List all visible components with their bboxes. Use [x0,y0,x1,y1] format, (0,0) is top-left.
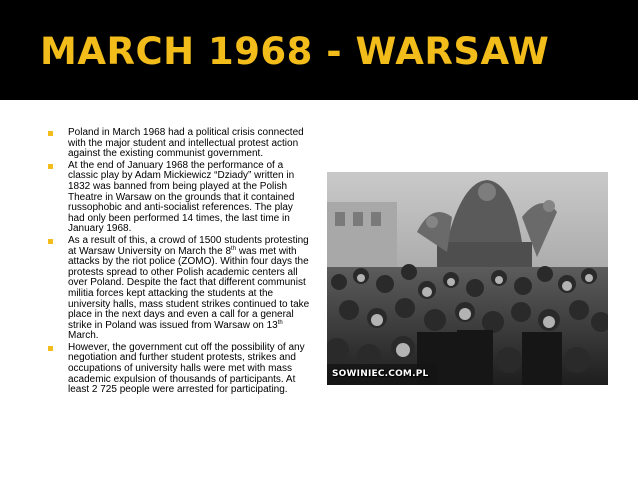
bullet-marker-icon [48,164,53,169]
superscript: th [231,245,237,252]
bullet-item [48,161,310,235]
bullet-marker-icon [48,239,53,244]
protest-photo-image [327,172,608,385]
photo-watermark: SOWINIEC.COM.PL [332,369,429,379]
bullet-list [48,128,310,396]
bullet-text: However, the government cut off the possibility of any negotiation and further student protests, strikes and occupations of university halls were met with mass academic expulsion of thousands of participants. At least 2 725 people were arrested for participating. [68,341,305,396]
bullet-text: Poland in March 1968 had a political crisis connected with the major student and intellectual protest action against the existing communist government. [68,127,304,160]
bullet-marker-icon [48,131,53,136]
protest-photo [327,172,608,385]
superscript: th [277,319,283,326]
bullet-item [48,128,310,160]
bullet-text: March. [68,330,99,342]
bullet-marker-icon [48,346,53,351]
bullet-text: At the end of January 1968 the performance of a classic play by Adam Mickiewicz “Dziady” written in 1832 was banned from being played at the Polish Theatre in Warsaw on the grounds that it contained russophobic and anti-socialist references. The play had only been performed 14 times, the last time in January 1968. [68,159,295,235]
bullet-text: was met with attacks by the riot police (ZOMO). Within four days the protests spread to other Polish academic centers all over Poland. Despite the fact that different communist militia forces kept attacking the students at the university halls, mass student strikes continued to take place in the next days and even a call for a general strike in Poland was issued from Warsaw on 13 [68,245,310,331]
bullet-text: As a result of this, a crowd of 1500 students protesting at Warsaw University on March the 8 [68,234,309,257]
bullet-item [48,236,310,342]
slide-title: MARCH 1968 - WARSAW [40,30,550,73]
bullet-item [48,343,310,396]
title-bar [0,0,638,100]
